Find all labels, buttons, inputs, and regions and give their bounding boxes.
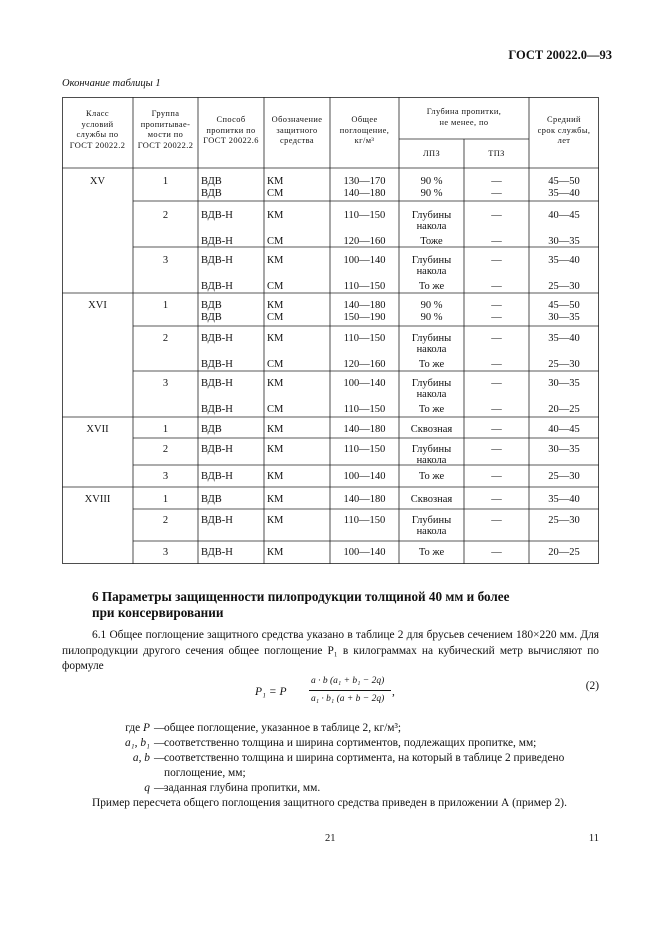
cell-designation: СМ (267, 312, 284, 323)
cell-absorption: 120—160 (343, 359, 386, 370)
cell-service-life: 25—30 (548, 471, 580, 482)
cell-designation: КМ (267, 494, 284, 505)
cell-depth-lpz: Глубины накола (411, 444, 452, 466)
cell-depth-lpz: 90 % (420, 300, 443, 311)
cell-depth-tpz: — (491, 176, 502, 187)
cell-depth-lpz: Глубины накола (411, 378, 452, 400)
cell-group: 2 (162, 210, 169, 221)
cell-service-life: 25—30 (548, 359, 580, 370)
cell-depth-lpz: 90 % (420, 176, 443, 187)
cell-depth-lpz: То же (418, 471, 445, 482)
cell-method: ВДВ-Н (201, 281, 233, 292)
formula-numerator: a · b (a₁ + b₁ − 2q) (311, 676, 385, 686)
cell-group: 1 (162, 176, 169, 187)
cell-service-life: 20—25 (548, 547, 580, 558)
cell-service-life: 45—50 (548, 176, 580, 187)
cell-designation: КМ (267, 300, 284, 311)
table-1-end (62, 97, 599, 564)
document-header-id: ГОСТ 20022.0—93 (508, 48, 612, 62)
cell-absorption: 100—140 (343, 471, 386, 482)
where-key: a, b (132, 752, 150, 764)
col-header-designation: Обозначение защитного средства (271, 115, 323, 145)
cell-designation: СМ (267, 281, 284, 292)
cell-depth-tpz: — (491, 255, 502, 266)
cell-depth-lpz: 90 % (420, 312, 443, 323)
cell-service-life: 35—40 (548, 333, 580, 344)
cell-method: ВДВ-Н (201, 404, 233, 415)
where-key: q (144, 782, 150, 794)
cell-absorption: 140—180 (343, 188, 386, 199)
cell-group: 3 (162, 471, 169, 482)
col-header-absorption: Общее поглощение, кг/м³ (339, 115, 390, 145)
cell-depth-tpz: — (491, 210, 502, 221)
cell-depth-tpz: — (491, 188, 502, 199)
cell-depth-lpz: Глубины накола (411, 210, 452, 232)
cell-group: 2 (162, 444, 169, 455)
cell-service-life: 30—35 (548, 378, 580, 389)
cell-depth-lpz: Глубины накола (411, 255, 452, 277)
cell-absorption: 110—150 (343, 444, 386, 455)
cell-method: ВДВ (201, 188, 222, 199)
formula-fraction-bar (309, 690, 391, 691)
where-text: общее поглощение, указанное в таблице 2, кг/м³; (164, 722, 402, 734)
cell-depth-tpz: — (491, 378, 502, 389)
cell-class: XVIII (84, 494, 111, 505)
formula-2 (255, 674, 405, 714)
where-item-ab: a, b — соответственно толщина и ширина сортимента, на который в таблице 2 приведено поглощение, мм; (62, 751, 599, 781)
cell-designation: СМ (267, 359, 284, 370)
cell-class: XV (89, 176, 106, 187)
cell-designation: КМ (267, 471, 284, 482)
formula-number: (2) (585, 680, 599, 692)
cell-method: ВДВ-Н (201, 444, 233, 455)
cell-method: ВДВ-Н (201, 515, 233, 526)
cell-service-life: 30—35 (548, 236, 580, 247)
cell-absorption: 140—180 (343, 424, 386, 435)
cell-depth-tpz: — (491, 312, 502, 323)
cell-method: ВДВ (201, 424, 222, 435)
cell-absorption: 120—160 (343, 236, 386, 247)
cell-service-life: 40—45 (548, 210, 580, 221)
cell-group: 3 (162, 547, 169, 558)
cell-method: ВДВ-Н (201, 359, 233, 370)
where-item-a1b1: a₁, b₁ — соответственно толщина и ширина сортиментов, подлежащих пропитке, мм; (62, 736, 599, 751)
where-text: соответственно толщина и ширина сортиментов, подлежащих пропитке, мм; (164, 737, 537, 749)
cell-absorption: 140—180 (343, 494, 386, 505)
cell-designation: КМ (267, 378, 284, 389)
cell-designation: СМ (267, 404, 284, 415)
cell-method: ВДВ (201, 300, 222, 311)
paragraph-6-1-text: 6.1 Общее поглощение защитного средства указано в таблице 2 для брусьев сечением 180×220 мм. Для пилопродукции другого сечения общее поглощение P₁ в килограммах на кубический метр вычисляют по формуле (62, 629, 599, 672)
cell-designation: КМ (267, 333, 284, 344)
cell-depth-tpz: — (491, 444, 502, 455)
cell-service-life: 25—30 (548, 281, 580, 292)
cell-depth-tpz: — (491, 281, 502, 292)
cell-depth-tpz: — (491, 494, 502, 505)
paragraph-example (62, 796, 599, 812)
where-prefix: где (125, 722, 144, 734)
section-6-title: 6 Параметры защищенности пилопродукции толщиной 40 мм и более при консервировании (92, 589, 510, 620)
where-item-p: где P — общее поглощение, указанное в таблице 2, кг/м³; (62, 721, 599, 736)
cell-service-life: 30—35 (548, 444, 580, 455)
cell-method: ВДВ-Н (201, 210, 233, 221)
cell-depth-tpz: — (491, 236, 502, 247)
cell-service-life: 25—30 (548, 515, 580, 526)
cell-designation: КМ (267, 210, 284, 221)
cell-depth-lpz: 90 % (420, 188, 443, 199)
cell-service-life: 35—40 (548, 494, 580, 505)
formula-lhs: P₁ = P (255, 686, 287, 698)
cell-service-life: 35—40 (548, 255, 580, 266)
cell-depth-lpz: То же (418, 547, 445, 558)
cell-depth-tpz: — (491, 359, 502, 370)
cell-depth-tpz: — (491, 471, 502, 482)
cell-designation: КМ (267, 547, 284, 558)
paragraph-example-text: Пример пересчета общего поглощения защитного средства приведен в приложении А (пример 2). (92, 797, 567, 809)
cell-absorption: 110—150 (343, 210, 386, 221)
cell-group: 3 (162, 378, 169, 389)
page-number-center: 21 (325, 833, 336, 844)
cell-designation: КМ (267, 424, 284, 435)
cell-designation: КМ (267, 444, 284, 455)
cell-absorption: 110—150 (343, 281, 386, 292)
cell-designation: КМ (267, 176, 284, 187)
cell-group: 2 (162, 333, 169, 344)
cell-absorption: 130—170 (343, 176, 386, 187)
page-number-right: 11 (588, 833, 599, 844)
cell-absorption: 100—140 (343, 547, 386, 558)
col-header-service-life: Средний срок службы, лет (537, 115, 591, 145)
cell-method: ВДВ (201, 312, 222, 323)
where-key: P (143, 722, 150, 734)
col-header-group: Группа пропитывае- мости по ГОСТ 20022.2 (137, 109, 194, 150)
cell-service-life: 30—35 (548, 312, 580, 323)
cell-group: 3 (162, 255, 169, 266)
col-header-method: Способ пропитки по ГОСТ 20022.6 (203, 115, 259, 145)
cell-depth-lpz: Глубины накола (411, 515, 452, 537)
cell-depth-tpz: — (491, 404, 502, 415)
formula-comma: , (392, 686, 395, 698)
cell-absorption: 110—150 (343, 515, 386, 526)
col-header-lpz: ЛПЗ (422, 149, 441, 158)
cell-method: ВДВ (201, 494, 222, 505)
cell-service-life: 45—50 (548, 300, 580, 311)
cell-group: 1 (162, 424, 169, 435)
cell-method: ВДВ-Н (201, 255, 233, 266)
cell-depth-lpz: Сквозная (410, 424, 453, 435)
cell-designation: СМ (267, 188, 284, 199)
cell-depth-tpz: — (491, 333, 502, 344)
cell-designation: КМ (267, 515, 284, 526)
formula-denominator: a₁ · b₁ (a + b − 2q) (311, 694, 385, 704)
cell-service-life: 35—40 (548, 188, 580, 199)
where-item-q: q — заданная глубина пропитки, мм. (62, 781, 599, 796)
cell-depth-tpz: — (491, 424, 502, 435)
cell-designation: СМ (267, 236, 284, 247)
cell-depth-lpz: То же (418, 404, 445, 415)
cell-absorption: 110—150 (343, 333, 386, 344)
cell-method: ВДВ-Н (201, 471, 233, 482)
paragraph-6-1 (62, 628, 599, 675)
cell-depth-tpz: — (491, 515, 502, 526)
cell-group: 2 (162, 515, 169, 526)
cell-method: ВДВ-Н (201, 236, 233, 247)
cell-depth-tpz: — (491, 547, 502, 558)
cell-group: 1 (162, 300, 169, 311)
table-continuation-caption: Окончание таблицы 1 (62, 78, 161, 89)
col-header-depth: Глубина пропитки, не менее, по (426, 107, 502, 127)
cell-depth-lpz: То же (418, 359, 445, 370)
cell-method: ВДВ-Н (201, 547, 233, 558)
cell-absorption: 150—190 (343, 312, 386, 323)
col-header-tpz: ТПЗ (488, 149, 505, 158)
where-list (62, 721, 599, 796)
where-key: a₁, b₁ (124, 737, 150, 749)
cell-group: 1 (162, 494, 169, 505)
cell-absorption: 100—140 (343, 378, 386, 389)
cell-depth-tpz: — (491, 300, 502, 311)
cell-method: ВДВ-Н (201, 333, 233, 344)
cell-designation: КМ (267, 255, 284, 266)
cell-method: ВДВ (201, 176, 222, 187)
cell-depth-lpz: Глубины накола (411, 333, 452, 355)
cell-absorption: 110—150 (343, 404, 386, 415)
col-header-class: Класс условий службы по ГОСТ 20022.2 (69, 109, 126, 150)
cell-depth-lpz: Сквозная (410, 494, 453, 505)
cell-depth-lpz: Тоже (420, 236, 443, 247)
cell-absorption: 140—180 (343, 300, 386, 311)
cell-service-life: 40—45 (548, 424, 580, 435)
cell-service-life: 20—25 (548, 404, 580, 415)
cell-class: XVI (88, 300, 107, 311)
cell-absorption: 100—140 (343, 255, 386, 266)
cell-class: XVII (86, 424, 109, 435)
where-text: соответственно толщина и ширина сортимента, на который в таблице 2 приведено поглощение, мм; (164, 752, 565, 779)
cell-method: ВДВ-Н (201, 378, 233, 389)
where-text: заданная глубина пропитки, мм. (164, 782, 321, 794)
cell-depth-lpz: То же (418, 281, 445, 292)
